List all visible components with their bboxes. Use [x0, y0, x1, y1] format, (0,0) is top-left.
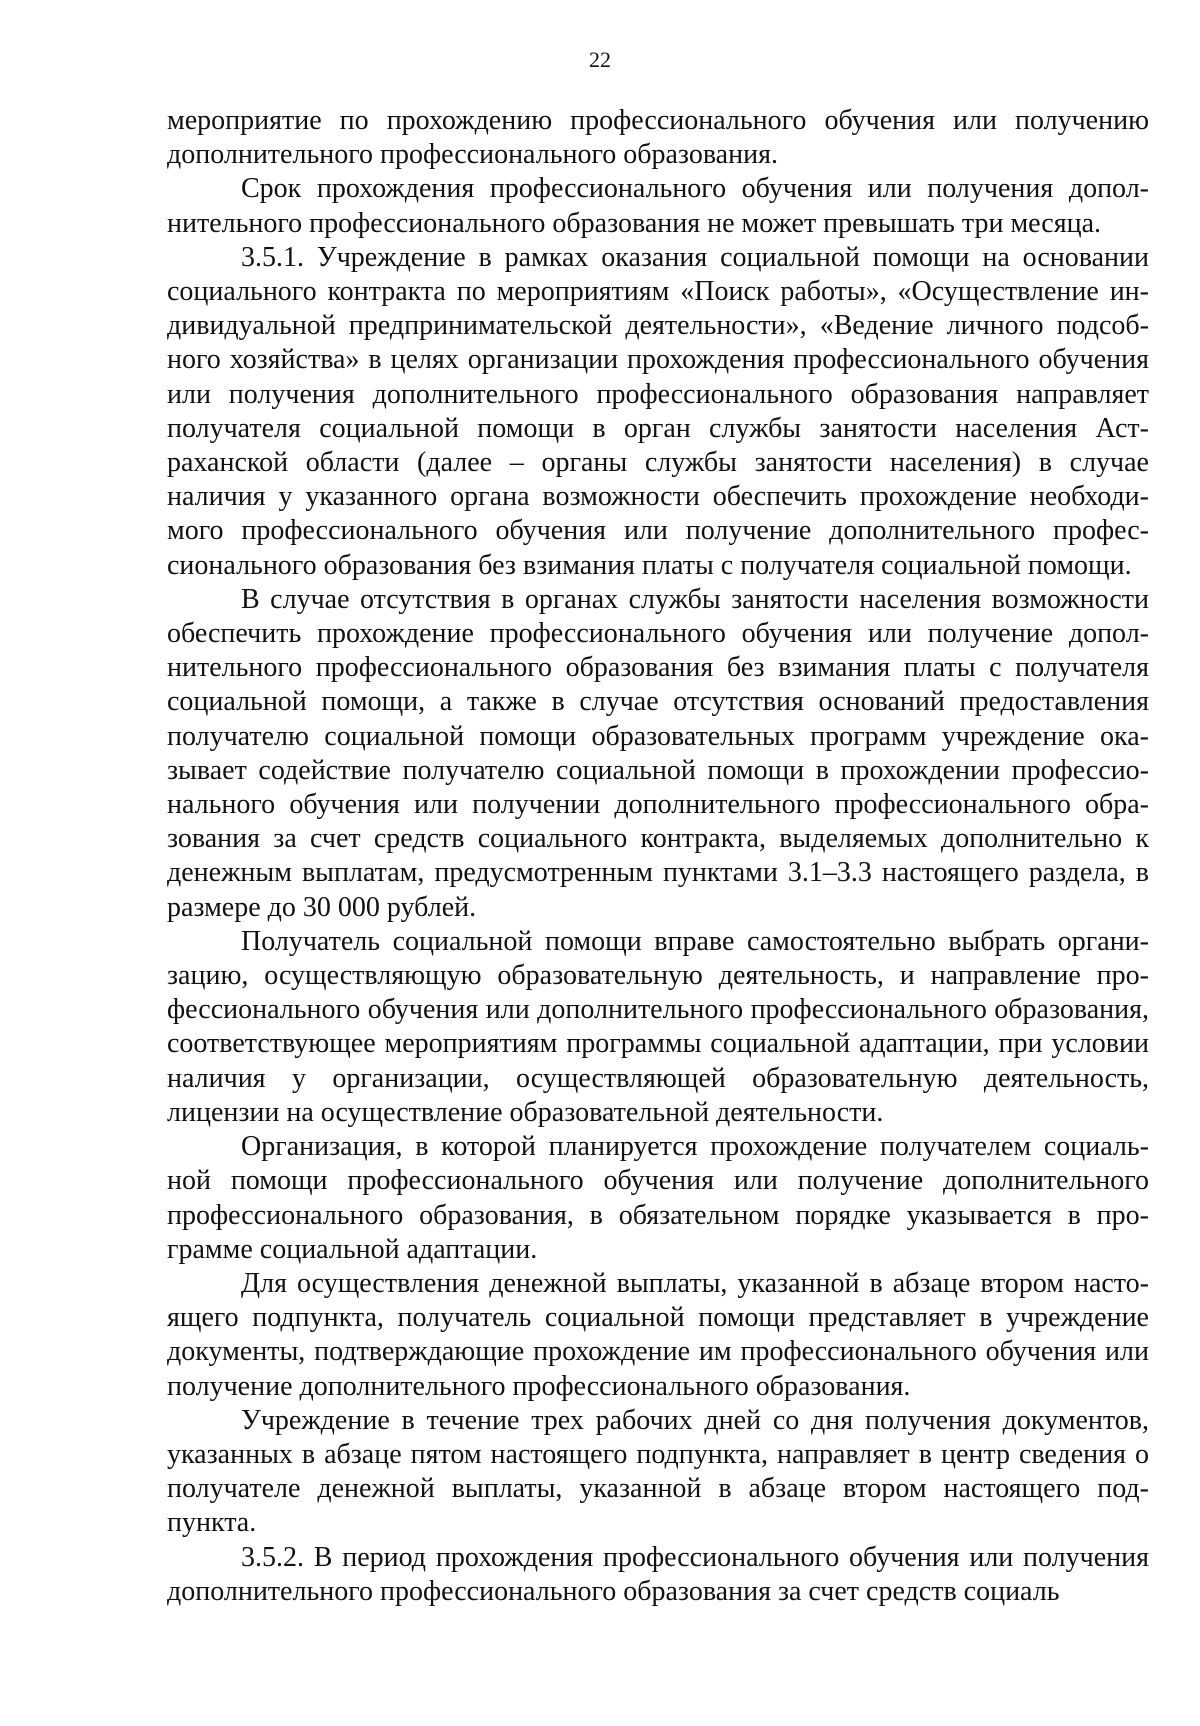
page-number: 22	[589, 47, 611, 72]
document-body	[167, 104, 1149, 1609]
paragraph-documents: Для осуществления денежной выплаты, указанной в абзаце втором настоящего подпункта, получатель социальной помощи представляет в учреждение документы, подтверждающие прохождение им профессионального обучения или получение дополнительного профессионального образования.	[167, 1267, 1149, 1402]
paragraph-3-5-1: 3.5.1. Учреждение в рамках оказания социальной помощи на основании социального контракта по мероприятиям «Поиск работы», «Осуществление индивидуальной предпринимательской деятельности», «Ведение личного подсобного хозяйства» в целях организации прохождения профессионального обучения или получения дополнительного профессионального образования направляет получателя социальной помощи в орган службы занятости населения Астраханской области (далее – органы службы занятости населения) в случае наличия у указанного органа возможности обеспечить прохождение необходимого профессионального обучения или получение дополнительного профессионального образования без взимания платы с получателя социальной помощи.	[167, 241, 1149, 581]
paragraph-choose-organization: Получатель социальной помощи вправе самостоятельно выбрать организацию, осуществляющую образовательную деятельность, и направление профессионального обучения или дополнительного профессионального образования, соответствующее мероприятиям программы социальной адаптации, при условии наличия у организации, осуществляющей образовательную деятельность, лицензии на осуществление образовательной деятельности.	[167, 925, 1149, 1128]
paragraph-continuation: мероприятие по прохождению профессионального обучения или получению дополнительного профессионального образования.	[167, 105, 1149, 171]
paragraph-3-5-2: 3.5.2. В период прохождения профессионального обучения или получения дополнительного профессионального образования за счет средств социаль	[167, 1541, 1149, 1607]
paragraph-three-days: Учреждение в течение трех рабочих дней со дня получения документов, указанных в абзаце пятом настоящего подпункта, направляет в центр сведения о получателе денежной выплаты, указанной в абзаце втором настоящего подпункта.	[167, 1404, 1149, 1539]
paragraph-study-duration: Срок прохождения профессионального обучения или получения дополнительного профессионального образования не может превышать три месяца.	[167, 173, 1149, 239]
paragraph-no-employment-service: В случае отсутствия в органах службы занятости населения возможности обеспечить прохождение профессионального обучения или получение дополнительного профессионального образования без взимания платы с получателя социальной помощи, а также в случае отсутствия оснований предоставления получателю социальной помощи образовательных программ учреждение оказывает содействие получателю социальной помощи в прохождении профессионального обучения или получении дополнительного профессионального образования за счет средств социального контракта, выделяемых дополнительно к денежным выплатам, предусмотренным пунктами 3.1–3.3 настоящего раздела, в размере до 30 000 рублей.	[167, 583, 1149, 923]
paragraph-organization-in-program: Организация, в которой планируется прохождение получателем социальной помощи профессионального обучения или получение дополнительного профессионального образования, в обязательном порядке указывается в программе социальной адаптации.	[167, 1131, 1149, 1265]
